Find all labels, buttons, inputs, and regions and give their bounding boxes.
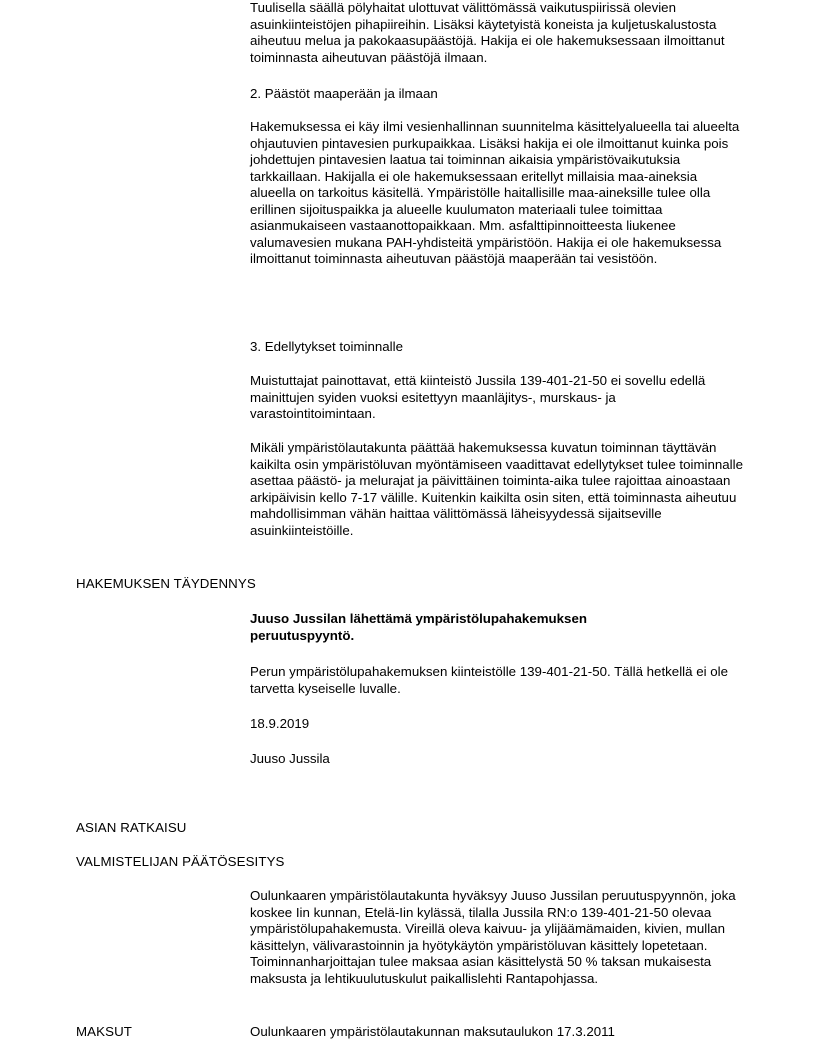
section-3-paragraph-2: Mikäli ympäristölautakunta päättää hakemuksessa kuvatun toiminnan täyttävän kaikilta osin ympäristöluvan myöntämiseen vaadittavat edellytykset tulee toiminnalle asettaa päästö- ja melurajat ja päivittäinen toiminta-aika tulee rajoittaa ainoastaan arkipäivisin kello 7-17 välille. Kuitenkin kaikilta osin siten, että toiminnasta aiheutuu mahdollisimman vähän haittaa välittömässä läheisyydessä sijaitseville asuinkiinteistöille.	[250, 440, 743, 538]
peruutus-paragraph: Perun ympäristölupahakemuksen kiinteistölle 139-401-21-50. Tällä hetkellä ei ole tarvetta kyseiselle luvalle.	[250, 664, 728, 696]
section-2-title: 2. Päästöt maaperään ja ilmaan	[250, 86, 438, 101]
section-3-paragraph-1: Muistuttajat painottavat, että kiinteistö Jussila 139-401-21-50 ei sovellu edellä mainittujen syiden vuoksi esitettyyn maanläjitys-, murskaus- ja varastointitoimintaan.	[250, 373, 706, 421]
peruutuspyynto-title: Juuso Jussilan lähettämä ympäristölupahakemuksen peruutuspyyntö.	[250, 611, 587, 643]
maksut-text: Oulunkaaren ympäristölautakunnan maksutaulukon 17.3.2011	[250, 1024, 615, 1039]
asian-ratkaisu-heading: ASIAN RATKAISU	[76, 820, 187, 835]
section-3-title: 3. Edellytykset toiminnalle	[250, 339, 403, 354]
valmistelijan-paatosesitys-heading: VALMISTELIJAN PÄÄTÖSESITYS	[76, 854, 285, 869]
signature-text: Juuso Jussila	[250, 751, 330, 766]
date-text: 18.9.2019	[250, 716, 310, 731]
hakemuksen-taydennys-heading: HAKEMUKSEN TÄYDENNYS	[76, 576, 256, 591]
paatosesitys-paragraph: Oulunkaaren ympäristölautakunta hyväksyy Juuso Jussilan peruutuspyynnön, joka koskee Iin kunnan, Etelä-Iin kylässä, tilalla Jussila RN:o 139-401-21-50 olevaa ympäristölupahakemusta. Vireillä oleva kaivuu- ja ylijäämämaiden, kivien, mullan käsittelyn, välivarastoinnin ja hyötykäytön ympäristöluvan käsittely lopetetaan. Toiminnanharjoittajan tulee maksaa asian käsittelystä 50 % taksan mukaisesta maksusta ja lehtikuulutuskulut paikallislehti Rantapohjassa.	[250, 888, 736, 986]
section-2-paragraph: Hakemuksessa ei käy ilmi vesienhallinnan suunnitelma käsittelyalueella tai alueelta ohjautuvien pintavesien purkupaikkaa. Lisäksi hakija ei ole ilmoittanut kuinka pois johdettujen pintavesien laatua tai toiminnan aikaisia ympäristövaikutuksia tarkkaillaan. Hakijalla ei ole hakemuksessaan eritellyt millaisia maa-aineksia alueella on tarkoitus käsitellä. Ympäristölle haitallisille maa-aineksille tulee olla erillinen sijoituspaikka ja alueelle kuulumaton materiaali tulee toimittaa asianmukaiseen vastaanottopaikkaan. Mm. asfalttipinnoitteesta liukenee valumavesien mukana PAH-yhdisteitä ympäristöön. Hakija ei ole hakemuksessa ilmoittanut toiminnasta aiheutuvan päästöjä maaperään tai vesistöön.	[250, 119, 740, 266]
intro-paragraph: Tuulisella säällä pölyhaitat ulottuvat välittömässä vaikutuspiirissä olevien asuinkiinteistöjen pihapiireihin. Lisäksi käytetyistä koneista ja kuljetuskalustosta aiheutuu melua ja pakokaasupäästöjä. Hakija ei ole hakemuksessaan ilmoittanut toiminnasta aiheutuvan päästöjä ilmaan.	[250, 0, 725, 65]
maksut-heading: MAKSUT	[76, 1024, 133, 1039]
